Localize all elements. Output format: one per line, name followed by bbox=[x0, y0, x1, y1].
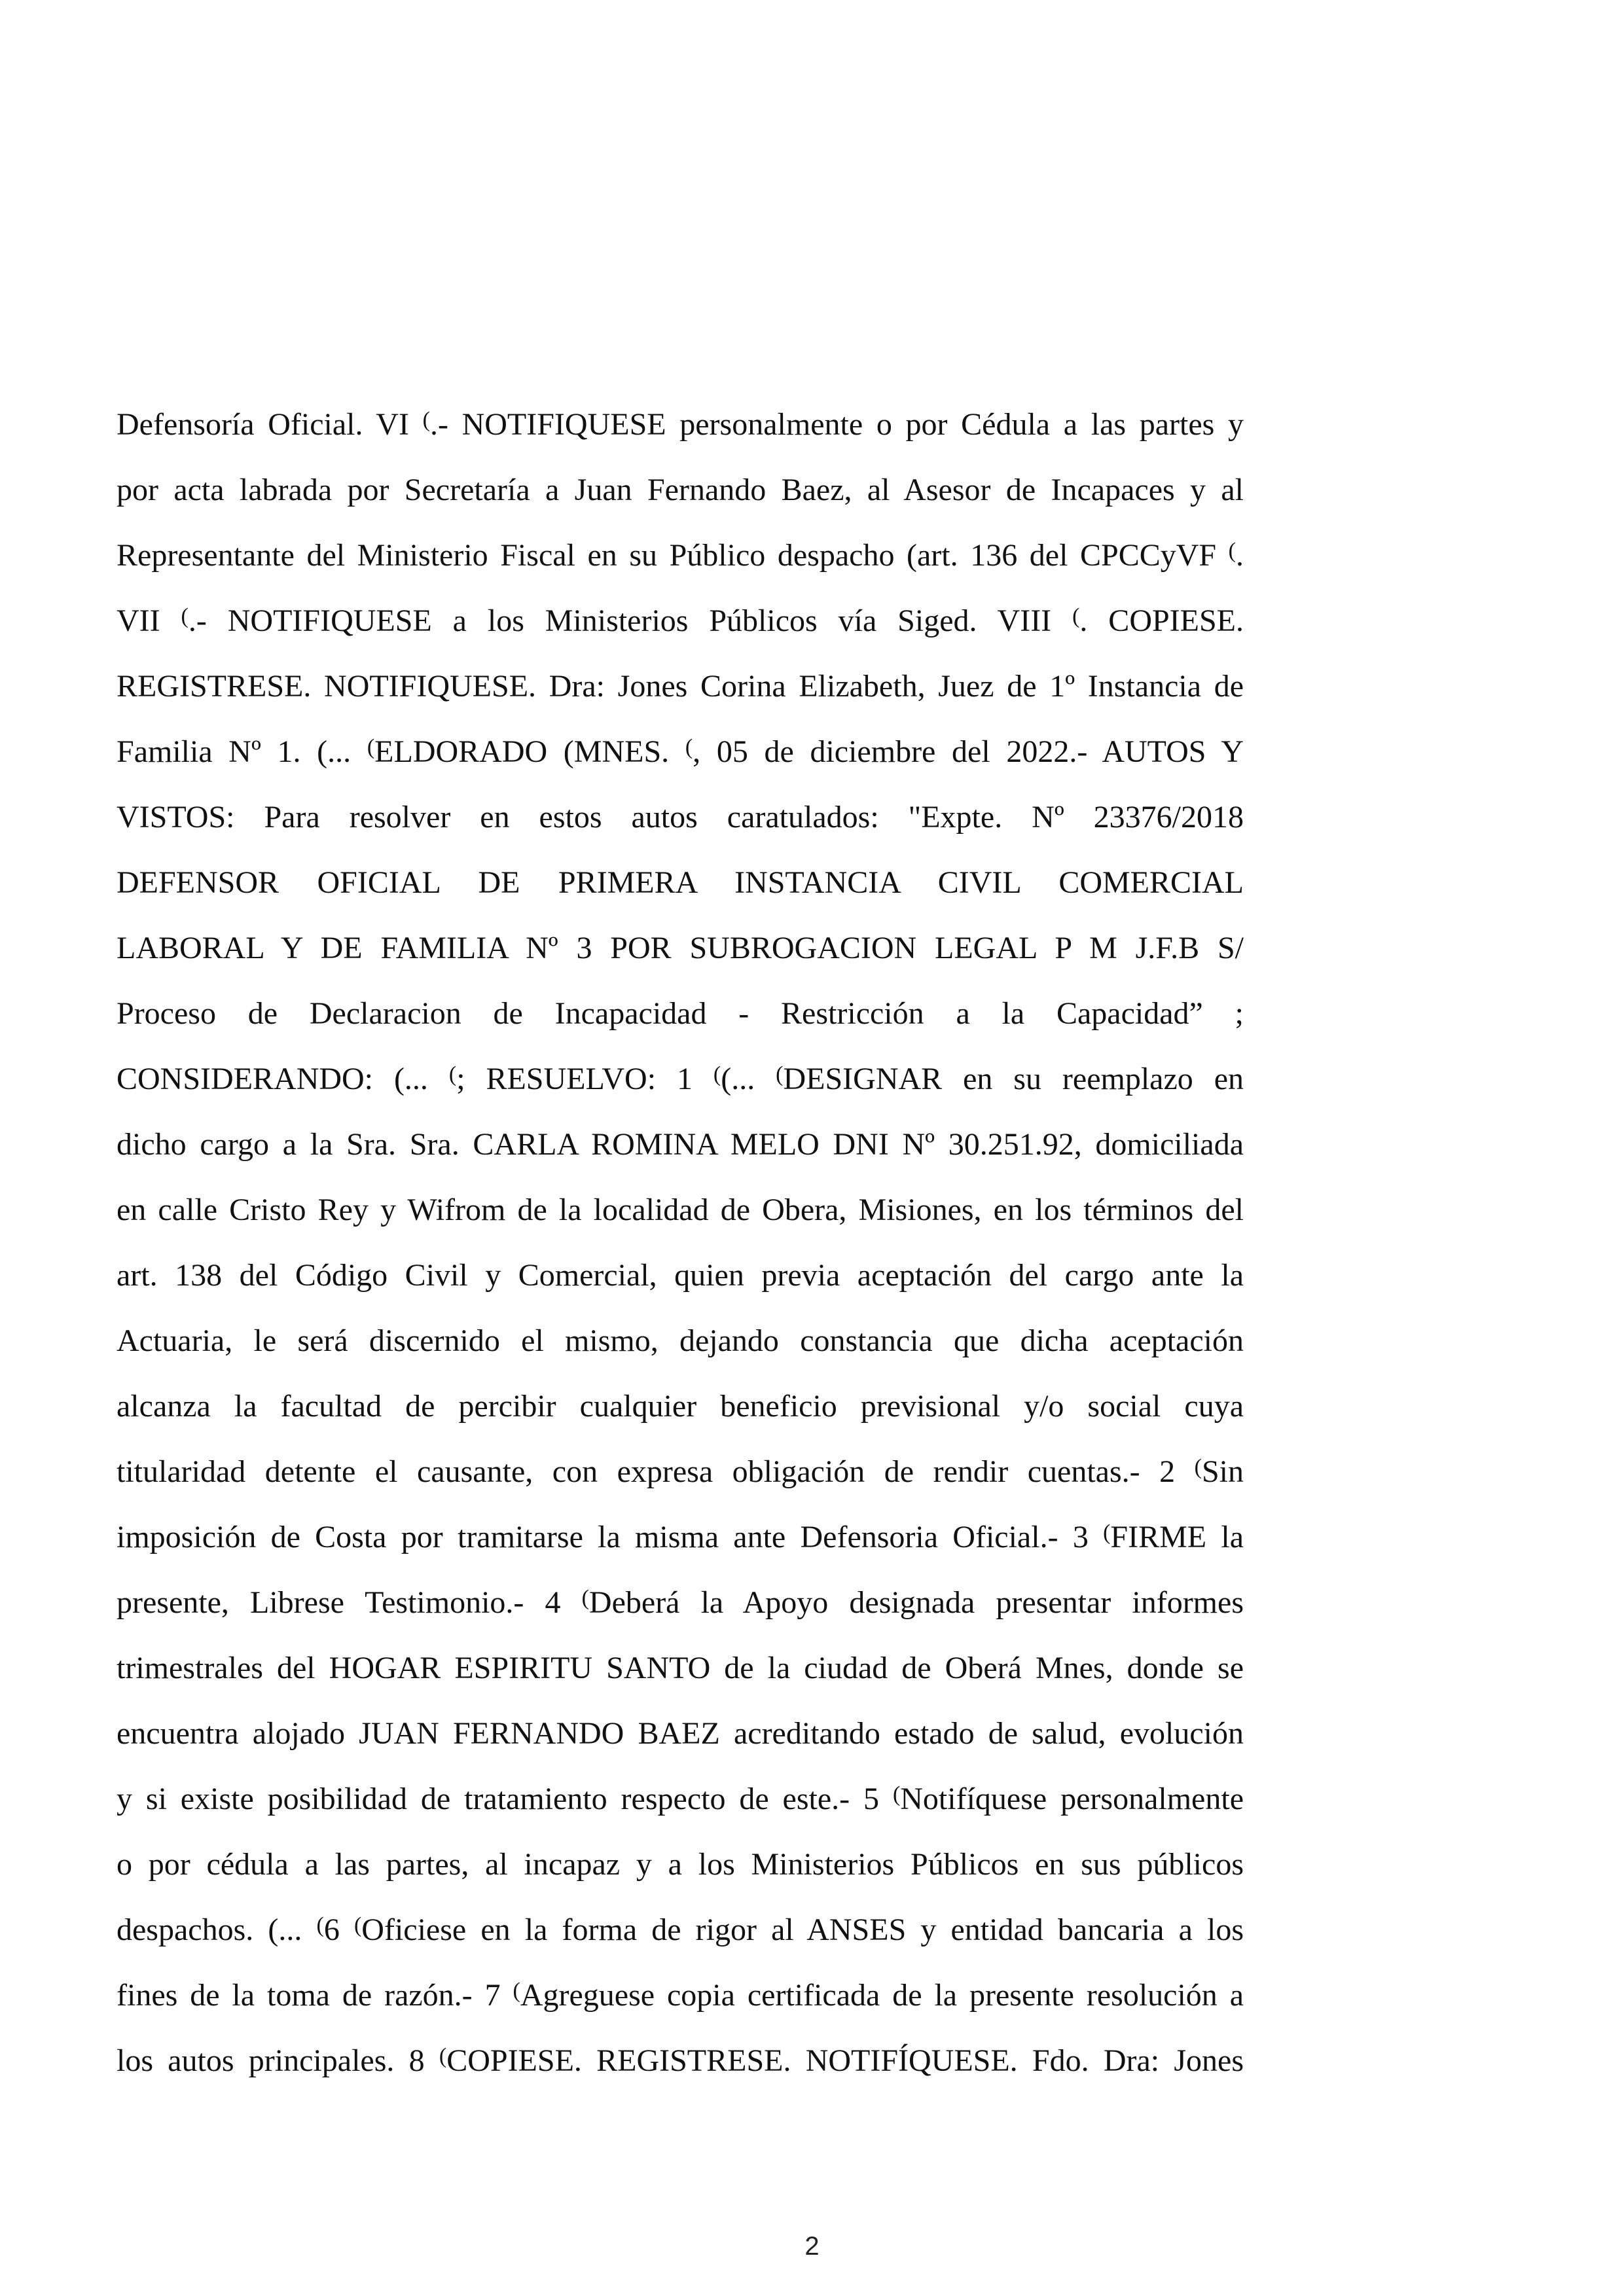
line-text: DESIGNAR en su reemplazo en bbox=[783, 1062, 1244, 1096]
document-line bbox=[117, 1112, 1244, 1177]
line-text: y si existe posibilidad de tratamiento respecto de este.- 5 bbox=[117, 1782, 893, 1816]
line-text: VII bbox=[117, 603, 181, 638]
line-text: REGISTRESE. NOTIFIQUESE. Dra: Jones Corina Elizabeth, Juez de 1º Instancia de bbox=[117, 669, 1244, 704]
raised-mark: ( bbox=[367, 735, 375, 759]
document-line bbox=[117, 1243, 1244, 1308]
line-text: los autos principales. 8 bbox=[117, 2043, 439, 2078]
line-text: ELDORADO (MNES. bbox=[374, 734, 685, 769]
raised-mark: ( bbox=[1072, 604, 1080, 628]
page-number: 2 bbox=[804, 2232, 820, 2261]
line-text: .- NOTIFIQUESE a los Ministerios Públicos vía Siged. VIII bbox=[188, 603, 1073, 638]
line-text: LABORAL Y DE FAMILIA Nº 3 POR SUBROGACION LEGAL P M J.F.B S/ bbox=[117, 931, 1244, 965]
document-line bbox=[117, 1047, 1244, 1112]
raised-mark: ( bbox=[713, 1062, 721, 1086]
document-line bbox=[117, 523, 1244, 588]
line-text: en calle Cristo Rey y Wifrom de la localidad de Obera, Misiones, en los términos del bbox=[117, 1193, 1244, 1227]
line-text: Notifíquese personalmente bbox=[900, 1782, 1244, 1816]
line-text: trimestrales del HOGAR ESPIRITU SANTO de la ciudad de Oberá Mnes, donde se bbox=[117, 1651, 1244, 1685]
line-text: imposición de Costa por tramitarse la misma ante Defensoria Oficial.- 3 bbox=[117, 1520, 1104, 1554]
raised-mark: ( bbox=[1194, 1455, 1202, 1479]
line-text: COPIESE. REGISTRESE. NOTIFÍQUESE. Fdo. Dra: Jones bbox=[446, 2043, 1244, 2078]
line-text: .- NOTIFIQUESE personalmente o por Cédula a las partes y bbox=[429, 407, 1244, 442]
line-text: Proceso de Declaracion de Incapacidad - Restricción a la Capacidad” ; bbox=[117, 996, 1244, 1031]
line-text: . COPIESE. bbox=[1079, 603, 1244, 638]
document-line bbox=[117, 1897, 1244, 1963]
raised-mark: ( bbox=[448, 1062, 457, 1086]
document-line bbox=[117, 1439, 1244, 1505]
line-text: Deberá la Apoyo designada presentar informes bbox=[588, 1585, 1244, 1620]
raised-mark: ( bbox=[181, 604, 189, 628]
line-text: o por cédula a las partes, al incapaz y a los Ministerios Públicos en sus públicos bbox=[117, 1847, 1244, 1882]
line-text: por acta labrada por Secretaría a Juan Fernando Baez, al Asesor de Incapaces y al bbox=[117, 473, 1244, 507]
raised-mark: ( bbox=[513, 1979, 520, 2003]
line-text: VISTOS: Para resolver en estos autos caratulados: "Expte. Nº 23376/2018 bbox=[117, 800, 1244, 834]
document-line bbox=[117, 457, 1244, 523]
document-line bbox=[117, 719, 1244, 785]
line-text: CONSIDERANDO: (... bbox=[117, 1062, 449, 1096]
line-text: Representante del Ministerio Fiscal en su Público despacho (art. 136 del CPCCyVF bbox=[117, 538, 1229, 573]
line-text: Defensoría Oficial. VI bbox=[117, 407, 423, 442]
line-text: presente, Librese Testimonio.- 4 bbox=[117, 1585, 582, 1620]
line-text: titularidad detente el causante, con expresa obligación de rendir cuentas.- 2 bbox=[117, 1454, 1195, 1489]
raised-mark: ( bbox=[439, 2044, 447, 2068]
document-body bbox=[117, 392, 1244, 2094]
document-line bbox=[117, 1701, 1244, 1767]
line-text: art. 138 del Código Civil y Comercial, quien previa aceptación del cargo ante la bbox=[117, 1258, 1244, 1293]
raised-mark: ( bbox=[776, 1062, 784, 1086]
raised-mark: ( bbox=[353, 1913, 362, 1937]
line-text: 6 bbox=[323, 1912, 354, 1947]
document-line bbox=[117, 981, 1244, 1047]
document-line bbox=[117, 2028, 1244, 2094]
line-text: Agreguese copia certificada de la presente resolución a bbox=[520, 1978, 1244, 2013]
line-text: encuentra alojado JUAN FERNANDO BAEZ acreditando estado de salud, evolución bbox=[117, 1716, 1244, 1751]
line-text: Sin bbox=[1201, 1454, 1244, 1489]
line-text: (... bbox=[721, 1062, 776, 1096]
raised-mark: ( bbox=[1228, 539, 1236, 563]
line-text: ; RESUELVO: 1 bbox=[456, 1062, 713, 1096]
document-line bbox=[117, 850, 1244, 916]
document-line bbox=[117, 1832, 1244, 1897]
line-text: alcanza la facultad de percibir cualquier beneficio previsional y/o social cuya bbox=[117, 1389, 1244, 1424]
raised-mark: ( bbox=[581, 1586, 589, 1610]
document-line bbox=[117, 1767, 1244, 1832]
line-text: Familia Nº 1. (... bbox=[117, 734, 367, 769]
raised-mark: ( bbox=[316, 1913, 324, 1937]
document-line bbox=[117, 654, 1244, 719]
line-text: dicho cargo a la Sra. Sra. CARLA ROMINA MELO DNI Nº 30.251.92, domiciliada bbox=[117, 1127, 1244, 1162]
document-line bbox=[117, 1308, 1244, 1374]
line-text: despachos. (... bbox=[117, 1912, 317, 1947]
raised-mark: ( bbox=[892, 1782, 901, 1806]
document-line bbox=[117, 1963, 1244, 2028]
raised-mark: ( bbox=[422, 408, 430, 432]
line-text: Oficiese en la forma de rigor al ANSES y entidad bancaria a los bbox=[361, 1912, 1244, 1947]
line-text: fines de la toma de razón.- 7 bbox=[117, 1978, 513, 2013]
line-text: DEFENSOR OFICIAL DE PRIMERA INSTANCIA CIVIL COMERCIAL bbox=[117, 865, 1244, 900]
raised-mark: ( bbox=[1103, 1520, 1111, 1545]
document-line bbox=[117, 1636, 1244, 1701]
document-line bbox=[117, 1505, 1244, 1570]
document-line bbox=[117, 392, 1244, 457]
raised-mark: ( bbox=[685, 735, 693, 759]
line-text: FIRME la bbox=[1110, 1520, 1244, 1554]
document-line bbox=[117, 916, 1244, 981]
line-text: Actuaria, le será discernido el mismo, dejando constancia que dicha aceptación bbox=[117, 1323, 1244, 1358]
line-text: , 05 de diciembre del 2022.- AUTOS Y bbox=[693, 734, 1244, 769]
line-text: . bbox=[1236, 538, 1244, 573]
document-line bbox=[117, 1570, 1244, 1636]
document-line bbox=[117, 1177, 1244, 1243]
document-line bbox=[117, 1374, 1244, 1439]
document-line bbox=[117, 588, 1244, 654]
document-line bbox=[117, 785, 1244, 850]
